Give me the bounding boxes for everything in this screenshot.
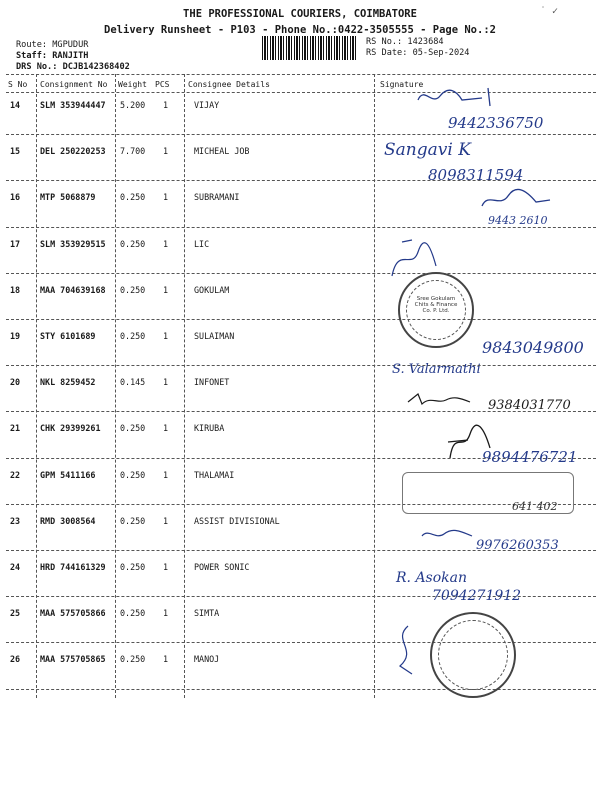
- stamp-simta: [430, 612, 516, 698]
- row-consignee: POWER SONIC: [194, 562, 250, 572]
- row-weight: 0.250: [120, 423, 146, 434]
- row-pcs: 1: [163, 562, 169, 572]
- row-separator: [6, 365, 596, 366]
- row-weight: 0.250: [120, 515, 146, 526]
- col-header-consignee: Consignee Details: [188, 80, 270, 89]
- col-header-pcs: PCS: [155, 80, 170, 89]
- row-pcs: 1: [163, 469, 169, 480]
- row-consignee: SUBRAMANI: [194, 192, 240, 203]
- drs-number: DRS No.: DCJB142368402: [16, 62, 130, 72]
- signature-name-sangavi: Sangavi K: [384, 140, 471, 160]
- row-consignment-no: MTP 5068879: [40, 192, 96, 203]
- row-pcs: 1: [163, 515, 169, 526]
- signature-phone-8: 7094271912: [432, 588, 522, 604]
- row-consignment-no: STY 6101689: [40, 331, 96, 341]
- row-weight: 5.200: [120, 100, 146, 110]
- row-sno: 19: [10, 331, 21, 341]
- row-consignee: THALAMAI: [194, 469, 235, 480]
- row-pcs: 1: [163, 146, 169, 157]
- row-sno: 20: [10, 377, 21, 388]
- row-consignment-no: DEL 250220253: [40, 146, 106, 157]
- signature-phone-6: 9894476721: [482, 448, 578, 466]
- row-separator: [6, 134, 596, 135]
- rs-number: RS No.: 1423684: [366, 37, 444, 47]
- signature-phone-1: 9442336750: [448, 114, 544, 132]
- header-bottom-rule: [6, 92, 596, 93]
- signature-name-valarmathi: S. Valarmathi: [392, 362, 481, 377]
- row-consignment-no: RMD 3008564: [40, 515, 96, 526]
- row-weight: 0.250: [120, 608, 146, 619]
- row-sno: 22: [10, 469, 21, 480]
- row-sno: 25: [10, 608, 21, 619]
- row-weight: 0.250: [120, 238, 146, 249]
- row-consignment-no: GPM 5411166: [40, 469, 96, 480]
- row-pcs: 1: [163, 423, 169, 434]
- row-weight: 0.250: [120, 469, 146, 480]
- row-separator: [6, 319, 596, 320]
- row-consignment-no: NKL 8259452: [40, 377, 96, 388]
- row-consignment-no: MAA 575705866: [40, 608, 106, 619]
- row-pcs: 1: [163, 331, 169, 341]
- document-subtitle: Delivery Runsheet - P103 - Phone No.:0422-3505555 - Page No.:2: [104, 24, 496, 36]
- row-sno: 21: [10, 423, 21, 434]
- stamp-gokulam-text: Sree Gokulam Chits & Finance Co. P. Ltd.: [414, 295, 458, 314]
- row-consignee: ASSIST DIVISIONAL: [194, 515, 280, 526]
- row-pcs: 1: [163, 608, 169, 619]
- row-consignee: VIJAY: [194, 100, 220, 110]
- row-sno: 18: [10, 284, 21, 295]
- stamp-pincode: 641 402: [512, 500, 558, 513]
- signature-phone-5: 9384031770: [488, 398, 571, 413]
- col-header-consignment: Consignment No: [40, 80, 108, 89]
- staff-label: Staff: RANJITH: [16, 51, 89, 61]
- signature-scribble-manoj: [388, 620, 428, 680]
- row-pcs: 1: [163, 238, 169, 249]
- row-separator: [6, 273, 596, 274]
- row-consignment-no: HRD 744161329: [40, 562, 106, 572]
- row-weight: 0.250: [120, 562, 146, 572]
- row-weight: 0.145: [120, 377, 146, 388]
- barcode: [262, 36, 358, 60]
- row-sno: 23: [10, 515, 21, 526]
- row-consignee: GOKULAM: [194, 284, 230, 295]
- row-sno: 24: [10, 562, 21, 572]
- corner-mark: ˙ ✓: [540, 6, 559, 17]
- row-consignee: MANOJ: [194, 654, 220, 665]
- route-label: Route: MGPUDUR: [16, 40, 89, 50]
- row-pcs: 1: [163, 284, 169, 295]
- signature-scribble-infonet: [404, 390, 474, 408]
- row-weight: 7.700: [120, 146, 146, 157]
- row-sno: 26: [10, 654, 21, 665]
- row-consignment-no: SLM 353929515: [40, 238, 106, 249]
- row-consignment-no: MAA 704639168: [40, 284, 106, 295]
- row-weight: 0.250: [120, 192, 146, 203]
- row-consignee: MICHEAL JOB: [194, 146, 250, 157]
- signature-scribble-subramani: [476, 186, 556, 214]
- row-sno: 14: [10, 100, 21, 110]
- rs-date: RS Date: 05-Sep-2024: [366, 48, 470, 58]
- row-consignee: LIC: [194, 238, 210, 249]
- row-consignment-no: CHK 29399261: [40, 423, 101, 434]
- col-header-signature: Signature: [380, 80, 424, 89]
- signature-phone-4: 9843049800: [482, 338, 584, 357]
- document-title: THE PROFESSIONAL COURIERS, COIMBATORE: [183, 8, 417, 20]
- row-sno: 17: [10, 238, 21, 249]
- row-pcs: 1: [163, 377, 169, 388]
- col-header-sno: S No: [8, 80, 28, 89]
- stamp-gokulam: [398, 272, 474, 348]
- row-sno: 15: [10, 146, 21, 157]
- row-pcs: 1: [163, 654, 169, 665]
- row-pcs: 1: [163, 100, 169, 110]
- row-consignee: SULAIMAN: [194, 331, 235, 341]
- row-separator: [6, 689, 596, 690]
- row-weight: 0.250: [120, 331, 146, 341]
- signature-name-asokan: R. Asokan: [396, 570, 468, 586]
- row-consignment-no: MAA 575705865: [40, 654, 106, 665]
- row-weight: 0.250: [120, 654, 146, 665]
- col-divider-sno: [36, 74, 37, 698]
- signature-phone-7: 9976260353: [476, 538, 559, 553]
- row-consignee: INFONET: [194, 377, 230, 388]
- table-top-rule: [6, 74, 596, 75]
- row-weight: 0.250: [120, 284, 146, 295]
- signature-scribble-assist: [418, 526, 478, 542]
- row-consignee: SIMTA: [194, 608, 220, 619]
- col-divider-pcs: [184, 74, 185, 698]
- row-sno: 16: [10, 192, 21, 203]
- signature-phone-2: 8098311594: [428, 166, 524, 184]
- row-pcs: 1: [163, 192, 169, 203]
- row-consignee: KIRUBA: [194, 423, 225, 434]
- col-header-weight: Weight: [118, 80, 147, 89]
- signature-scribble-vijay: [410, 82, 500, 112]
- col-divider-consignee: [374, 74, 375, 698]
- row-consignment-no: SLM 353944447: [40, 100, 106, 110]
- signature-phone-3: 9443 2610: [488, 214, 548, 227]
- col-divider-consignment: [115, 74, 116, 698]
